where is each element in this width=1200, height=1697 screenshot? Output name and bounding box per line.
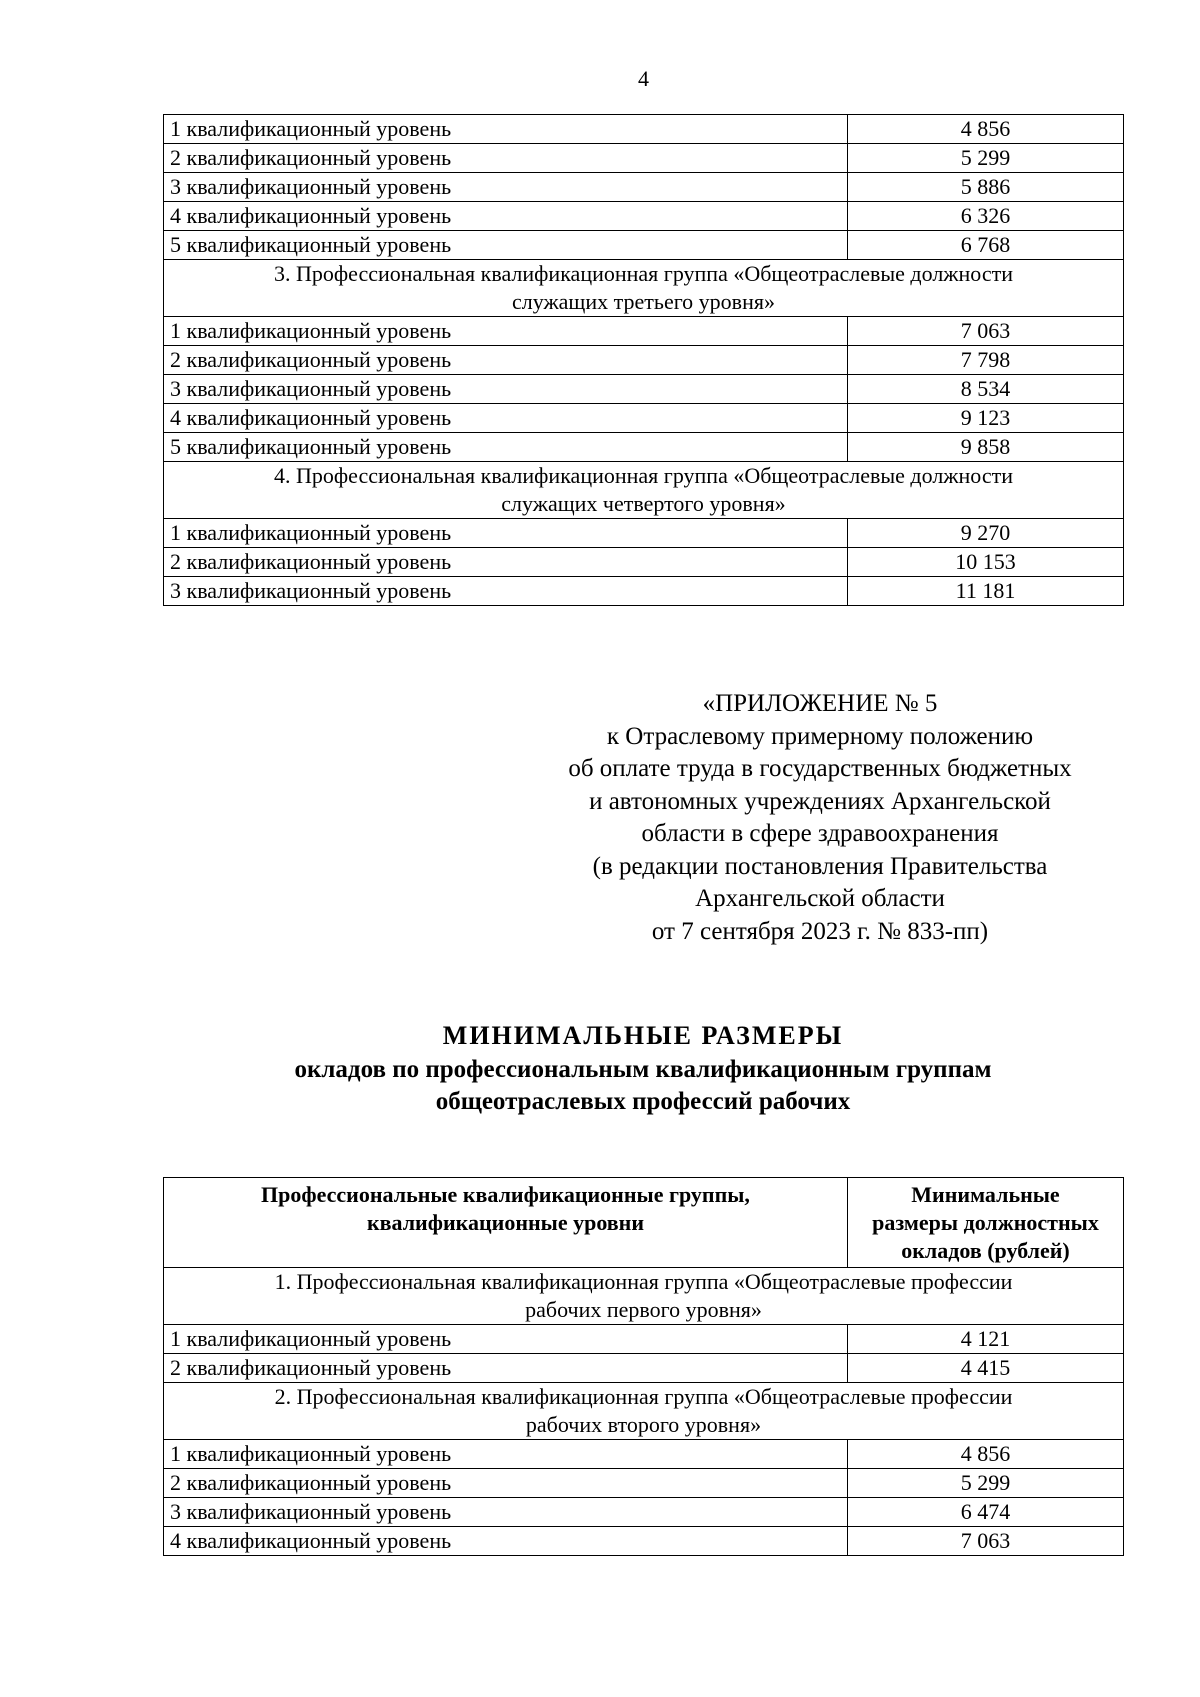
table-row xyxy=(164,317,1124,346)
appendix-line: «ПРИЛОЖЕНИЕ № 5 xyxy=(702,690,938,717)
salary-cell: 6 326 xyxy=(848,202,1124,231)
heading-subtitle-line: общеотраслевых профессий рабочих xyxy=(435,1088,851,1115)
group-title-line: рабочих второго уровня» xyxy=(525,1412,762,1437)
salary-cell: 7 798 xyxy=(848,346,1124,375)
level-cell: 3 квалификационный уровень xyxy=(164,577,848,606)
salary-cell: 4 121 xyxy=(848,1325,1124,1354)
appendix-line: (в редакции постановления Правительства xyxy=(592,852,1048,880)
table-row xyxy=(164,1354,1124,1383)
salary-cell: 4 856 xyxy=(848,1440,1124,1469)
level-cell: 4 квалификационный уровень xyxy=(164,1527,848,1556)
appendix-line: и автономных учреждениях Архангельской xyxy=(589,787,1051,815)
table-header-row xyxy=(164,1178,1124,1268)
table-row xyxy=(164,1527,1124,1556)
worker-salary-table xyxy=(163,1177,1124,1556)
salary-cell: 9 123 xyxy=(848,404,1124,433)
salary-cell: 9 858 xyxy=(848,433,1124,462)
group-row xyxy=(164,260,1124,317)
level-cell: 1 квалификационный уровень xyxy=(164,115,848,144)
group-title xyxy=(164,1383,1124,1440)
header-line: размеры должностных xyxy=(872,1210,1099,1235)
header-line: окладов (рублей) xyxy=(901,1238,1070,1263)
level-cell: 5 квалификационный уровень xyxy=(164,433,848,462)
salary-cell: 9 270 xyxy=(848,519,1124,548)
group-title xyxy=(164,1268,1124,1325)
salary-cell: 6 768 xyxy=(848,231,1124,260)
salary-cell: 5 299 xyxy=(848,1469,1124,1498)
group-title-line: 2. Профессиональная квалификационная группа «Общеотраслевые профессии xyxy=(274,1384,1013,1409)
group-row xyxy=(164,1268,1124,1325)
table-row xyxy=(164,173,1124,202)
appendix-line: об оплате труда в государственных бюджетных xyxy=(568,755,1072,782)
table-row xyxy=(164,144,1124,173)
table-row xyxy=(164,1498,1124,1527)
header-line: квалификационные уровни xyxy=(366,1210,645,1235)
group-title-line: рабочих первого уровня» xyxy=(525,1297,762,1322)
page-number: 4 xyxy=(638,66,649,91)
table-row xyxy=(164,375,1124,404)
level-cell: 1 квалификационный уровень xyxy=(164,1325,848,1354)
group-title-line: 1. Профессиональная квалификационная группа «Общеотраслевые профессии xyxy=(274,1269,1013,1294)
group-title-line: 4. Профессиональная квалификационная группа «Общеотраслевые должности xyxy=(274,463,1013,488)
level-cell: 4 квалификационный уровень xyxy=(164,404,848,433)
table-row xyxy=(164,1469,1124,1498)
table-row xyxy=(164,1325,1124,1354)
table-row xyxy=(164,577,1124,606)
salary-cell: 4 415 xyxy=(848,1354,1124,1383)
level-cell: 2 квалификационный уровень xyxy=(164,1354,848,1383)
salary-cell: 6 474 xyxy=(848,1498,1124,1527)
group-title-line: служащих четвертого уровня» xyxy=(501,491,786,516)
header-line: Минимальные xyxy=(911,1182,1060,1207)
table-row xyxy=(164,404,1124,433)
salary-cell: 10 153 xyxy=(848,548,1124,577)
level-cell: 3 квалификационный уровень xyxy=(164,1498,848,1527)
header-salary xyxy=(848,1178,1124,1268)
level-cell: 2 квалификационный уровень xyxy=(164,548,848,577)
group-title-line: служащих третьего уровня» xyxy=(512,289,775,314)
salary-table-continued xyxy=(163,114,1124,606)
group-title xyxy=(164,260,1124,317)
header-groups xyxy=(164,1178,848,1268)
salary-cell: 11 181 xyxy=(848,577,1124,606)
appendix-reference xyxy=(520,688,1120,948)
level-cell: 1 квалификационный уровень xyxy=(164,317,848,346)
appendix-line: области в сфере здравоохранения xyxy=(641,820,999,847)
level-cell: 1 квалификационный уровень xyxy=(164,1440,848,1469)
table-row xyxy=(164,346,1124,375)
salary-cell: 4 856 xyxy=(848,115,1124,144)
level-cell: 5 квалификационный уровень xyxy=(164,231,848,260)
table-row xyxy=(164,433,1124,462)
table-row xyxy=(164,231,1124,260)
table-row xyxy=(164,202,1124,231)
appendix-line: к Отраслевому примерному положению xyxy=(606,722,1034,750)
table-row xyxy=(164,115,1124,144)
salary-cell: 7 063 xyxy=(848,317,1124,346)
group-row xyxy=(164,1383,1124,1440)
level-cell: 1 квалификационный уровень xyxy=(164,519,848,548)
level-cell: 4 квалификационный уровень xyxy=(164,202,848,231)
group-row xyxy=(164,462,1124,519)
level-cell: 2 квалификационный уровень xyxy=(164,1469,848,1498)
level-cell: 3 квалификационный уровень xyxy=(164,375,848,404)
group-title xyxy=(164,462,1124,519)
level-cell: 2 квалификационный уровень xyxy=(164,144,848,173)
appendix-line: от 7 сентября 2023 г. № 833-пп) xyxy=(651,917,989,945)
salary-cell: 8 534 xyxy=(848,375,1124,404)
level-cell: 2 квалификационный уровень xyxy=(164,346,848,375)
level-cell: 3 квалификационный уровень xyxy=(164,173,848,202)
salary-cell: 5 299 xyxy=(848,144,1124,173)
group-title-line: 3. Профессиональная квалификационная группа «Общеотраслевые должности xyxy=(274,261,1013,286)
table-row xyxy=(164,1440,1124,1469)
heading-title: МИНИМАЛЬНЫЕ РАЗМЕРЫ xyxy=(442,1021,844,1050)
table-row xyxy=(164,519,1124,548)
salary-cell: 7 063 xyxy=(848,1527,1124,1556)
appendix-line: Архангельской области xyxy=(695,885,945,912)
heading-subtitle-line: окладов по профессиональным квалификационным группам xyxy=(294,1056,992,1083)
worker-salary-table-body xyxy=(164,1268,1124,1556)
header-line: Профессиональные квалификационные группы, xyxy=(261,1182,750,1207)
salary-table-body xyxy=(164,115,1124,606)
salary-cell: 5 886 xyxy=(848,173,1124,202)
document-heading xyxy=(163,1020,1123,1118)
table-row xyxy=(164,548,1124,577)
